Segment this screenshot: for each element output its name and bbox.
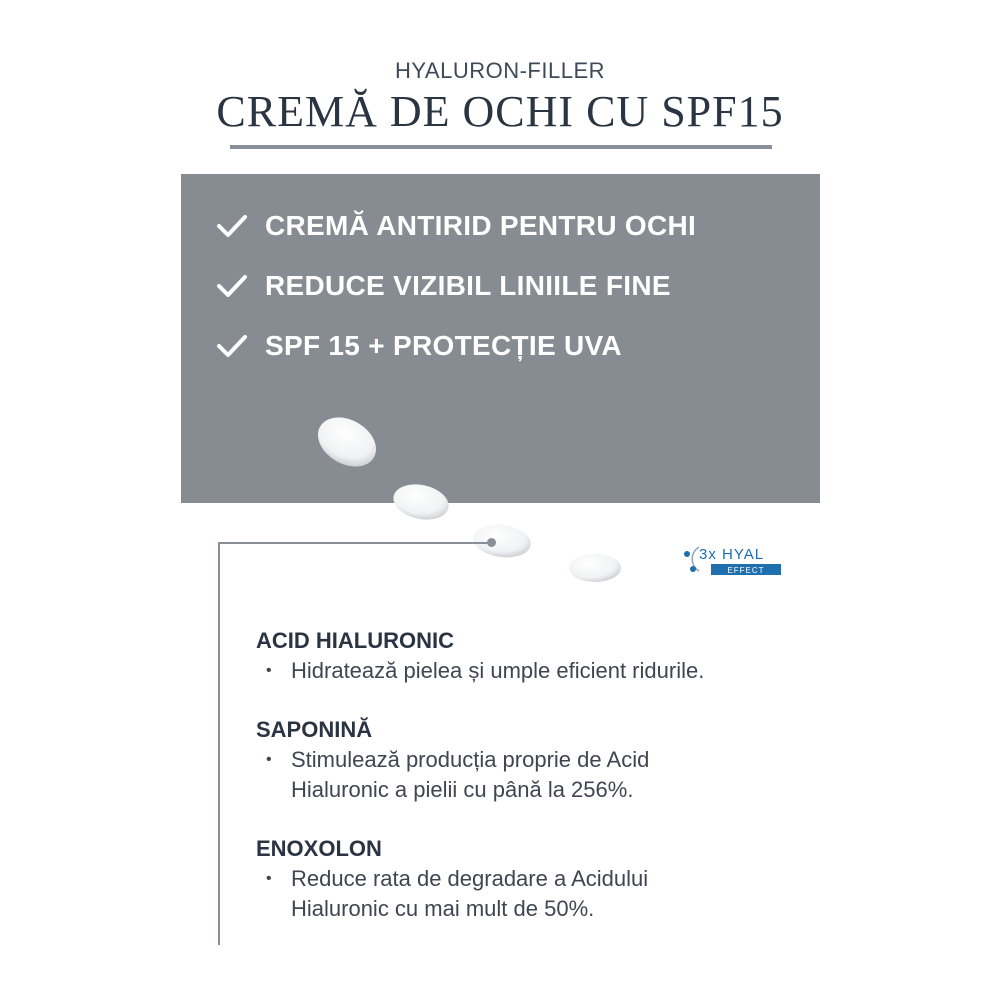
ingredient-description: Stimulează producția proprie de Acid Hialuronic a pielii cu până la 256%. bbox=[291, 747, 650, 802]
pointer-line-horizontal bbox=[218, 542, 490, 544]
bullet-icon: • bbox=[266, 662, 272, 679]
benefit-item bbox=[216, 208, 696, 244]
pointer-dot bbox=[487, 538, 496, 547]
benefit-label: CREMĂ ANTIRID PENTRU OCHI bbox=[265, 210, 697, 241]
cream-drop-image bbox=[312, 412, 384, 474]
badge-main-text: 3x HYAL bbox=[699, 546, 765, 563]
cream-drop-image bbox=[390, 478, 452, 524]
ingredient-description: Reduce rata de degradare a Acidului Hialuronic cu mai mult de 50%. bbox=[291, 866, 649, 921]
bullet-icon: • bbox=[266, 870, 272, 887]
check-icon bbox=[216, 272, 248, 300]
check-icon bbox=[216, 332, 248, 360]
product-subtitle: HYALURON-FILLER bbox=[394, 58, 606, 83]
ingredient-bullet bbox=[266, 745, 751, 805]
cream-drop-image bbox=[470, 520, 534, 562]
ingredient-bullet bbox=[266, 864, 751, 924]
ingredient-title: ENOXOLON bbox=[256, 836, 382, 861]
benefit-item bbox=[216, 328, 622, 364]
product-title: CREMĂ DE OCHI CU SPF15 bbox=[216, 87, 784, 136]
ingredient-title: SAPONINĂ bbox=[256, 717, 373, 742]
ingredient-bullet bbox=[266, 656, 751, 686]
bullet-icon: • bbox=[266, 751, 272, 768]
badge-dot-icon bbox=[690, 566, 696, 572]
title-underline bbox=[230, 145, 772, 149]
hyal-effect-badge bbox=[683, 541, 783, 577]
check-icon bbox=[216, 212, 248, 240]
ingredient-title: ACID HIALURONIC bbox=[256, 628, 454, 653]
benefit-item bbox=[216, 268, 671, 304]
cream-drop-image bbox=[566, 550, 624, 586]
pointer-line-vertical bbox=[218, 542, 220, 945]
badge-sub-text: EFFECT bbox=[727, 566, 765, 575]
benefit-label: SPF 15 + PROTECȚIE UVA bbox=[265, 330, 622, 361]
badge-dot-icon bbox=[684, 551, 690, 557]
ingredient-description: Hidratează pielea și umple eficient ridurile. bbox=[291, 658, 705, 683]
benefit-label: REDUCE VIZIBIL LINIILE FINE bbox=[265, 270, 671, 301]
